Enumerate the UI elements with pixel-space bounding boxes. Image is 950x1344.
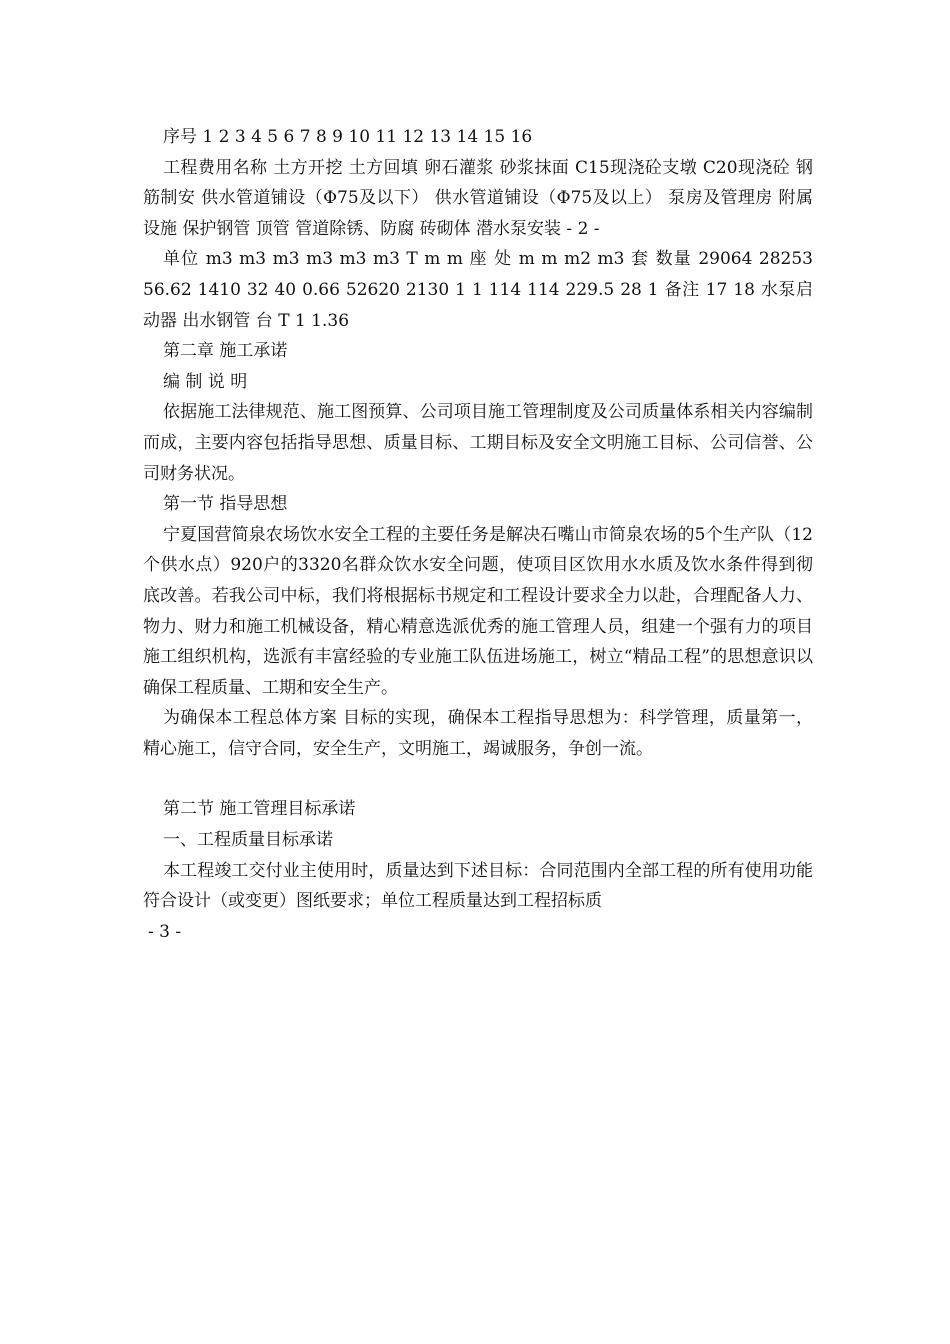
section-heading-1: 第一节 指导思想: [163, 494, 288, 515]
quality-paragraph: 本工程竣工交付业主使用时，质量达到下述目标：合同范围内全部工程的所有使用功能符合设计（或变更）图纸要求；单位工程质量达到工程招标质: [143, 860, 813, 912]
principles-paragraph: 为确保本工程总体方案 目标的实现，确保本工程指导思想为：科学管理，质量第一，精心施工，信守合同，安全生产，文明施工，竭诚服务，争创一流。: [143, 708, 813, 759]
document-body: [143, 122, 813, 947]
subsection-heading-quality: 一、工程质量目标承诺: [163, 830, 333, 851]
chapter-heading: 第二章 施工承诺: [163, 341, 288, 362]
guiding-paragraph: 宁夏国营简泉农场饮水安全工程的主要任务是解决石嘴山市简泉农场的5个生产队（12个供水点）920户的3320名群众饮水安全问题，使项目区饮用水水质及饮水条件得到彻底改善。若我公司中标，我们将根据标书规定和工程设计要求全力以赴，合理配备人力、物力、财力和施工机械设备，精心精意选派优秀的施工管理人员，组建一个强有力的项目施工组织机构，选派有丰富经验的专业施工队伍进场施工，树立“精品工程”的思想意识以确保工程质量、工期和安全生产。: [143, 524, 813, 698]
section-heading-2: 第二节 施工管理目标承诺: [163, 799, 356, 820]
table-units-quantities: 单位 m3 m3 m3 m3 m3 m3 T m m 座 处 m m m2 m3 套 数量 29064 28253 56.62 1410 32 40 0.66 52620 2130 1 1 114 114 229.5 28 1 备注 17 18 水泵启动器 出水钢管 台 T 1 1.36: [143, 249, 813, 331]
page-number: - 3 -: [148, 921, 182, 942]
table-item-names: 工程费用名称 土方开挖 土方回填 卵石灌浆 砂浆抹面 C15现浇砼支墩 C20现浇砼 钢筋制安 供水管道铺设（Φ75及以下） 供水管道铺设（Φ75及以上） 泵房及管理房 附属设施 保护钢管 顶管 管道除锈、防腐 砖砌体 潜水泵安装 - 2 -: [143, 157, 813, 239]
compilation-paragraph: 依据施工法律规范、施工图预算、公司项目施工管理制度及公司质量体系相关内容编制而成，主要内容包括指导思想、质量目标、工期目标及安全文明施工目标、公司信誉、公司财务状况。: [143, 402, 813, 484]
table-header-row: 序号 1 2 3 4 5 6 7 8 9 10 11 12 13 14 15 16: [163, 127, 533, 147]
section-title-compilation: 编 制 说 明: [163, 371, 248, 392]
